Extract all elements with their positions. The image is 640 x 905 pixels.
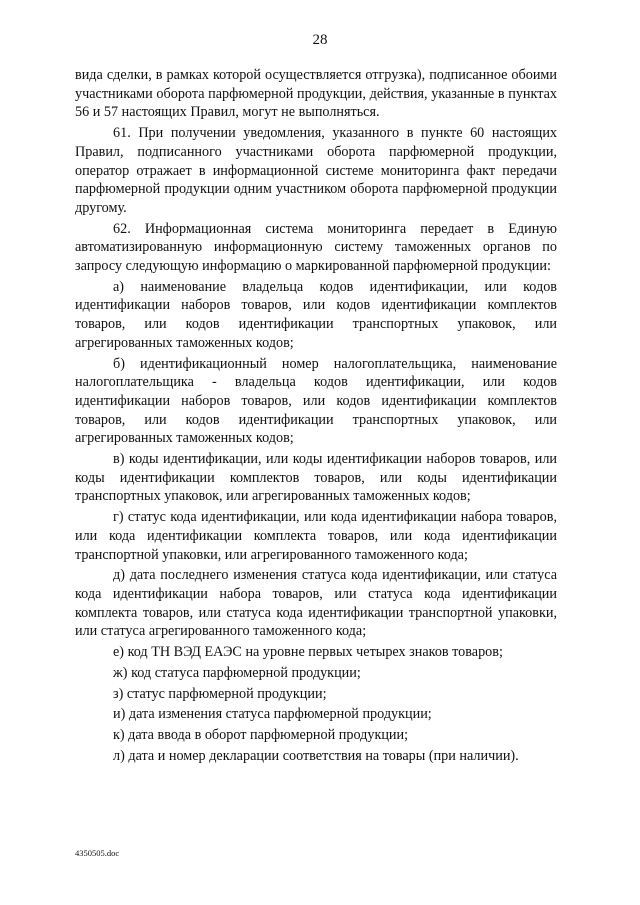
list-item-zh: ж) код статуса парфюмерной продукции; xyxy=(113,664,361,681)
page-number: 28 xyxy=(312,32,328,48)
list-item-l: л) дата и номер декларации соответствия на товары (при наличии). xyxy=(113,747,519,764)
list-item-d: д) дата последнего изменения статуса кода идентификации, или статуса кода идентификации набора товаров, или статуса кода идентификации комплекта товаров, или статуса кода идентификации транспортной упаковки, или статуса агрегированного таможенного кода; xyxy=(75,567,557,640)
list-item-z: з) статус парфюмерной продукции; xyxy=(113,685,327,702)
list-item-k: к) дата ввода в оборот парфюмерной продукции; xyxy=(113,726,409,743)
list-item-i: и) дата изменения статуса парфюмерной продукции; xyxy=(113,706,432,723)
list-item-b: б) идентификационный номер налогоплательщика, наименование налогоплательщика - владельца кодов идентификации, или кодов идентификации наборов товаров, или кодов идентификации комплектов товаров, или кодов идентификации транспортных упаковок, или агрегированных таможенных кодов; xyxy=(75,355,557,447)
list-item-e: е) код ТН ВЭД ЕАЭС на уровне первых четырех знаков товаров; xyxy=(113,644,503,661)
paragraph-61: 61. При получении уведомления, указанного в пункте 60 настоящих Правил, подписанного участниками оборота парфюмерной продукции, оператор отражает в информационной системе мониторинга факт передачи парфюмерной продукции одним участником оборота парфюмерной продукции другому. xyxy=(75,125,557,216)
list-item-a: а) наименование владельца кодов идентификации, или кодов идентификации наборов товаров, или кодов идентификации комплектов товаров, или кодов идентификации транспортных упаковок, или агрегированных таможенных кодов; xyxy=(75,278,557,351)
list-item-g: г) статус кода идентификации, или кода идентификации набора товаров, или кода идентификации комплекта товаров, или кода идентификации транспортной упаковки, или агрегированного таможенного кода; xyxy=(75,509,557,563)
list-item-v: в) коды идентификации, или коды идентификации наборов товаров, или коды идентификации комплектов товаров, или коды идентификации транспортных упаковок, или агрегированных таможенных кодов; xyxy=(75,451,557,505)
paragraph-continuation: вида сделки, в рамках которой осуществляется отгрузка), подписанное обоими участниками оборота парфюмерной продукции, действия, указанные в пунктах 56 и 57 настоящих Правил, могут не выполняться. xyxy=(75,67,557,121)
footer-file-name: 4350505.doc xyxy=(75,848,120,858)
paragraph-62: 62. Информационная система мониторинга передает в Единую автоматизированную информационную систему таможенных органов по запросу следующую информацию о маркированной парфюмерной продукции: xyxy=(75,220,557,275)
document-body xyxy=(75,66,557,765)
